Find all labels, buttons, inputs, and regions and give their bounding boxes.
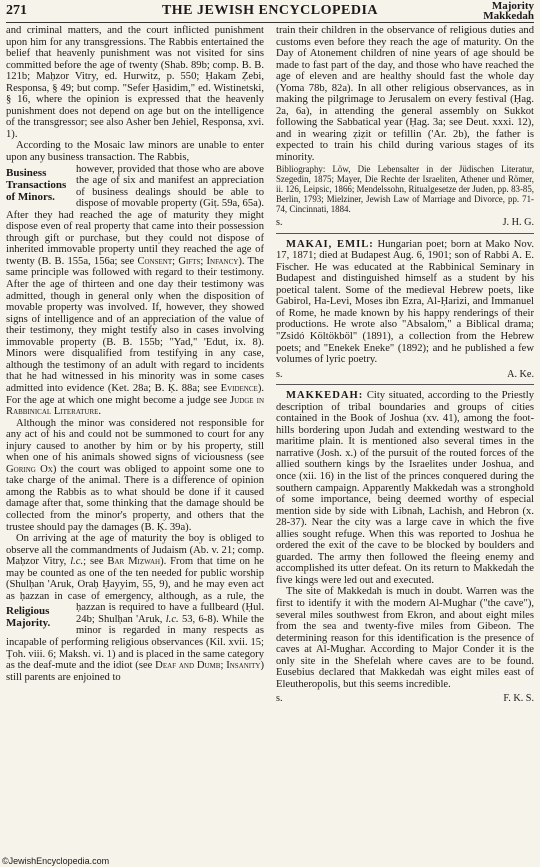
paragraph: and criminal matters, and the court inflicted punishment upon him for any transgressions. The Rabbis entertained the belief that heavenly punishment was not visited for sins committed before the age of twenty (Shab. 89b; comp. B. B. 121b; Maḥzor Vitry, ed. Hurwitz, p. 550; Ḥakam Ẓebi, Responsa, § 49; but comp. "Sefer Ḥasidim," ed. Wistinetski, § 16, where the opinion is expressed that the heavenly punishment does not depend on age but on the intelligence of the transgressor; see also Asher ben Jehiel, Responsa, xvi. 1). bbox=[6, 25, 264, 140]
cross-reference-link[interactable]: Bar Miẓwah bbox=[107, 556, 161, 568]
signature-line: s. A. Ke. bbox=[276, 368, 534, 380]
guide-words bbox=[483, 1, 534, 21]
cross-reference-link[interactable]: Goring Ox bbox=[6, 463, 53, 475]
entry-makkedah: MAKKEDAH: City situated, according to the Priestly description of tribal boundaries and groups of cities contained in the Book of Joshua (xv. 41), among the foot-hills bordering upon Judah and extending westward to the maritime plain. It is mentioned also several times in the narrative (Josh. x.) of the pursuit of the routed forces of the allied southern kings by the Israelites under Joshua, and once (xii. 16) in the list of the princes conquered during the southern campaign. Apparently Makkedah was a stronghold of some importance, being deemed worthy of especial mention side by side with Libnah, Lachish, and Hebron (x. 28-37). Near the city was a large cave in which the five allies sought refuge. When this was reported to Joshua he ordered the exit of the cave to be blocked by boulders and guarded. The army then followed the fleeing enemy and accomplished its utter defeat. On its return to Makkedah the five kings were led out and executed. bbox=[276, 390, 534, 586]
paragraph: Although the minor was considered not responsible for any act of his and could not be summoned to court for any injury caused to another by him or by his property, still when one of his animals showed signs of viciousness (see Goring Ox) the court was obliged to appoint some one to take charge of the animal. There is a difference of opinion among the Rabbis as to what should be done if it caused damage after that, some thinking that the damage should be collected from the minor's property, and others that the trustee should pay the damages (B. Ḳ. 39a). bbox=[6, 417, 264, 533]
cross-reference-link[interactable]: Gifts bbox=[178, 255, 201, 267]
entry-makai: MAKAI, EMIL: Hungarian poet; born at Mako Nov. 17, 1871; died at Budapest Aug. 6, 1901; son of Rabbi A. E. Fischer. He was educated at the Rabbinical Seminary in Budapest and distinguished himself as a student by his poetical talent. Some of the medieval Hebrew poets, like Gabirol, Ha-Levi, Moses ibn Ezra, Al-Ḥarizi, and Immanuel of Rome, he made known by his happy renderings of their productions. He wrote also "Absalom," a Biblical drama; "Zsidó Költökböl" (1891), a collection from the Hebrew poets; and "Enekek Eneke" (1892); and he published a few volumes of lyric poetry. bbox=[276, 238, 534, 366]
paragraph: The site of Makkedah is much in doubt. Warren was the first to identify it with the modern Al-Mughar ("the cave"), several miles southwest from Ekron, and about eight miles from the sea and twenty-five miles from Gibeon. The determining reason for this identification is the presence of caves at Al-Mughar. According to Major Conder it is the only site in the Shefelah where caves are to be found. Eusebius declared that Makkedah was eight miles east of Eleutheropolis, but this seems incredible. bbox=[276, 586, 534, 690]
right-column bbox=[276, 25, 534, 709]
cross-reference-link[interactable]: Consent bbox=[137, 255, 173, 267]
paragraph: According to the Mosaic law minors are unable to enter upon any business transaction. The Rabbis, bbox=[6, 140, 264, 164]
guide-word-last: Makkedah bbox=[483, 10, 534, 22]
left-column bbox=[6, 25, 264, 683]
entry-heading: MAKAI, EMIL: bbox=[286, 238, 374, 250]
guide-word-first: Majority bbox=[491, 0, 534, 12]
divider bbox=[276, 233, 534, 234]
paragraph: On arriving at the age of maturity the boy is obliged to observe all the commandments of Judaism (Ab. v. 21; comp. Maḥzor Vitry, l.c.; see Bar Miẓwah). From that time on he may be counted as one of the ten needed for public worship (Shulḥan 'Aruk, Oraḥ Ḥayyim, 55, 9), and he may even act as ḥazzan in case of emergency, although, as a rule, the ḥazzan is required to have a full Religious Majority. beard (Ḥul. 24b; Shulḥan 'Aruk, l.c. 53, 6-8). While the minor is regarded in many respects as incapable of performing religious observances (Kil. xvii. 15; Ṭoh. viii. 6; Maksh. vi. 1) and is placed in the same category as the deaf-mute and the idiot (see Deaf and Dumb; Insanity) still parents are enjoined to bbox=[6, 533, 264, 683]
signature-line: s. F. K. S. bbox=[276, 693, 534, 705]
cross-reference-link[interactable]: Evidence bbox=[220, 382, 258, 394]
divider bbox=[276, 384, 534, 385]
signature-line: s. J. H. G. bbox=[276, 217, 534, 229]
sidenote-business-transactions: Business Transactions of Minors. bbox=[6, 166, 67, 203]
entry-heading: MAKKEDAH: bbox=[286, 390, 364, 402]
paragraph: train their children in the observance of religious duties and customs even before they reach the age of maturity. On the Day of Atonement children of nine years of age should be made to fast part of the day, and those who have reached the age of eleven and are healthy should fast the whole day (Yoma 78b, 82a). In all other religious observances, as in making the pilgrimage to Jerusalem on every festival (Ḥag. 2a, 6a), in attending the general assembly on Sukkot following the Sabbatical year (Ḥag. 3a; see Deut. xxxi. 12), and in wearing ẓiẓit or tefillin ('Ar. 2b), the father is expected to train his child during various stages of its minority. bbox=[276, 25, 534, 164]
running-title: THE JEWISH ENCYCLOPEDIA bbox=[161, 3, 379, 18]
bibliography: Bibliography: Löw, Die Lebensalter in der Jüdischen Literatur, Szegedin, 1875; Mayer, Die Rechte der Israeliten, Athener und Römer, ii. 126, Leipsic, 1866; Mendelssohn, Ritualgesetze der Juden, pp. 83-85, Berlin, 1793; Mielziner, Jewish Law of Marriage and Divorce, pp. 71-74, Cincinnati, 1884. bbox=[276, 163, 534, 214]
cross-reference-link[interactable]: Deaf and Dumb; Insanity bbox=[155, 660, 261, 672]
copyright-footer: ©JewishEncyclopedia.com bbox=[2, 856, 110, 866]
cross-reference-link[interactable]: Judge in Rabbinical Literature bbox=[6, 394, 265, 418]
sidenote-religious-majority: Religious Majority. bbox=[6, 605, 51, 630]
cross-reference-link[interactable]: Infancy bbox=[206, 255, 239, 267]
paragraph: Business Transactions of Minors. however, provided that those who are above the age of six and manifest an appreciation of business dealings should be able to dispose of movable property (Giṭ. 59a, 65a). After they had reached the age of maturity they might dispose even of real property that came into their possession through gift or purchase, but they could not dispose of inherited immovable property until they reached the age of twenty (B. B. 155a, 156a; see Consent; Gifts; Infancy). The same principle was followed with regard to their testimony. After the age of thirteen and one day their testimony was admitted, though in general only when the disposition of movable property was involved. If, however, they showed signs of intelligence and of an appreciation of the value of their testimony, they might testify also in cases involving immovable property (B. B. 155b; "Yad," 'Edut, ix. 8). Minors were disqualified from testifying in any case, although the testimony of an adult with regard to incidents that he had witnessed in his minority was in some cases admitted into evidence (Ket. 28a; B. Ḳ. 88a; see Evidence). For the age at which one might become a judge see Judge in Rabbinical Literature. bbox=[6, 163, 265, 418]
page-header bbox=[6, 2, 534, 23]
page-number: 271 bbox=[6, 3, 27, 18]
